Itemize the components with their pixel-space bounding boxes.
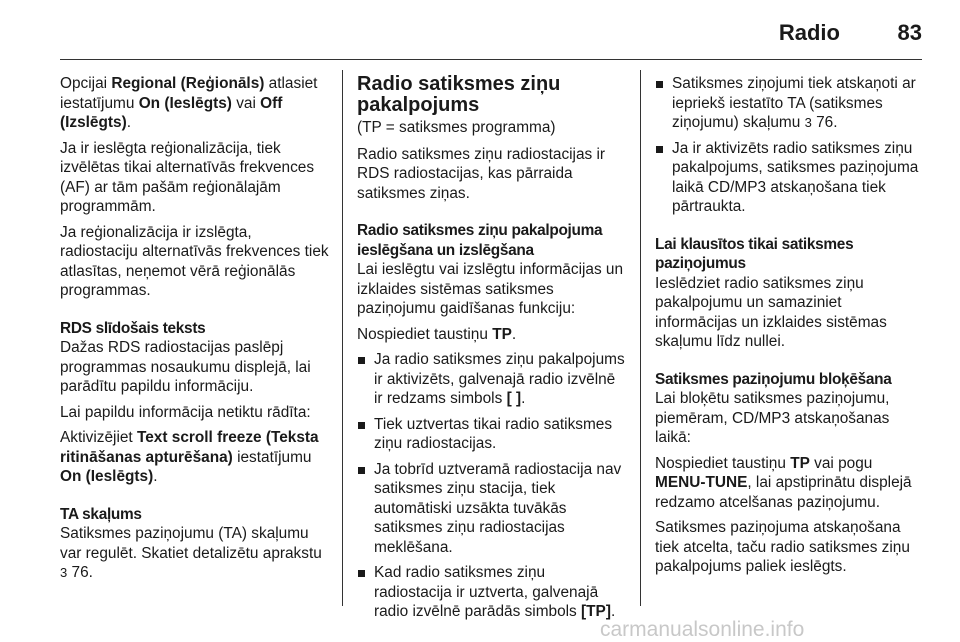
list-item: Tiek uztvertas tikai radio satiksmes ziņu radiostacijas. xyxy=(357,415,627,454)
bullet-square-icon xyxy=(656,146,663,153)
paragraph-block-traffic: Lai bloķētu satiksmes paziņojumu, piemēram, CD/MP3 atskaņošanas laikā: xyxy=(655,390,890,446)
running-header-title: Radio xyxy=(778,20,840,45)
bullet-square-icon xyxy=(358,467,365,474)
list-item: Ja ir aktivizēts radio satiksmes ziņu pakalpojums, satiksmes paziņojuma laikā CD/MP3 atskaņošana tiek pārtraukta. xyxy=(655,139,923,217)
header-divider xyxy=(60,59,922,60)
paragraph-traffic-stations: Radio satiksmes ziņu radiostacijas ir RDS radiostacijas, kas pārraida satiksmes ziņas. xyxy=(357,145,606,202)
paragraph-rds-info: Dažas RDS radiostacijas paslēpj programmas nosaukumu displejā, lai parādītu papildu informāciju. xyxy=(60,339,311,395)
paragraph-traffic-toggle: Lai ieslēgtu vai izslēgtu informācijas un izklaides sistēmas satiksmes paziņojumu gaidīšanas funkciju: xyxy=(357,261,624,317)
column-1 xyxy=(60,74,330,589)
heading-rds-scroll-text: RDS slīdošais teksts xyxy=(60,319,206,337)
heading-block-traffic: Satiksmes paziņojumu bloķēšana xyxy=(655,370,892,388)
bullet-square-icon xyxy=(358,570,365,577)
heading-listen-traffic-only: Lai klausītos tikai satiksmes paziņojumus xyxy=(655,235,854,272)
column-divider-1 xyxy=(342,70,343,606)
paragraph-regionalization-off: Ja reģionalizācija ir izslēgta, radiostaciju alternatīvās frekvences tiek atlasītas, neņemot vērā reģionālās programmas. xyxy=(60,223,329,299)
paragraph-listen-traffic-only: Ieslēdziet radio satiksmes ziņu pakalpojumu un samaziniet informācijas un izklaides sistēmas skaļumu līdz nullei. xyxy=(655,274,887,350)
section-subtitle: (TP = satiksmes programma) xyxy=(357,119,556,136)
bullet-square-icon xyxy=(358,422,365,429)
page-number: 83 xyxy=(897,20,922,45)
bullet-square-icon xyxy=(656,81,663,88)
watermark: carmanualsonline.info xyxy=(600,618,805,641)
paragraph-regional: Opcijai Regional (Reģionāls) atlasiet iestatījumu On (Ieslēgts) vai Off (Izslēgts). xyxy=(60,75,318,131)
paragraph-ta-volume: Satiksmes paziņojumu (TA) skaļumu var regulēt. Skatiet detalizētu aprakstu 3 76. xyxy=(60,525,322,581)
paragraph-rds-hide: Lai papildu informācija netiktu rādīta: xyxy=(60,403,311,421)
column-divider-2 xyxy=(640,70,641,606)
section-title-traffic-service: Radio satiksmes ziņu pakalpojums xyxy=(357,73,561,116)
paragraph-scroll-freeze: Aktivizējiet Text scroll freeze (Teksta ritināšanas apturēšana) iestatījumu On (Ieslēgts). xyxy=(60,429,319,485)
list-item: Ja radio satiksmes ziņu pakalpojums ir aktivizēts, galvenajā radio izvēlnē ir redzams simbols [ ]. xyxy=(357,350,627,409)
column-3 xyxy=(655,74,923,583)
paragraph-press-tp-menu: Nospiediet taustiņu TP vai pogu MENU-TUNE, lai apstiprinātu displejā redzamo atcelšanas paziņojumu. xyxy=(655,454,912,511)
list-item: Kad radio satiksmes ziņu radiostacija ir uztverta, galvenajā radio izvēlnē parādās simbols [TP]. xyxy=(357,563,627,622)
list-item: Ja tobrīd uztveramā radiostacija nav satiksmes ziņu stacija, tiek automātiski uzsākta tuvākās satiksmes ziņu radiostacijas meklēšana. xyxy=(357,460,627,558)
page-reference-arrow-icon: 3 xyxy=(804,115,812,130)
bullet-square-icon xyxy=(358,357,365,364)
column-2 xyxy=(357,74,627,628)
paragraph-press-tp: Nospiediet taustiņu TP. xyxy=(357,325,517,343)
paragraph-traffic-cancelled: Satiksmes paziņojuma atskaņošana tiek atcelta, taču radio satiksmes ziņu pakalpojums paliek ieslēgts. xyxy=(655,519,910,575)
heading-traffic-on-off: Radio satiksmes ziņu pakalpojuma ieslēgšana un izslēgšana xyxy=(357,222,603,259)
page-reference-arrow-icon: 3 xyxy=(60,565,68,580)
list-item: Satiksmes ziņojumi tiek atskaņoti ar iepriekš iestatīto TA (satiksmes ziņojumu) skaļumu 3 76. xyxy=(655,74,923,133)
paragraph-regionalization-on: Ja ir ieslēgta reģionalizācija, tiek izvēlētas tikai alternatīvās frekvences (AF) ar tām pašām reģionālajām programmām. xyxy=(60,139,315,215)
heading-ta-volume: TA skaļums xyxy=(60,505,142,523)
